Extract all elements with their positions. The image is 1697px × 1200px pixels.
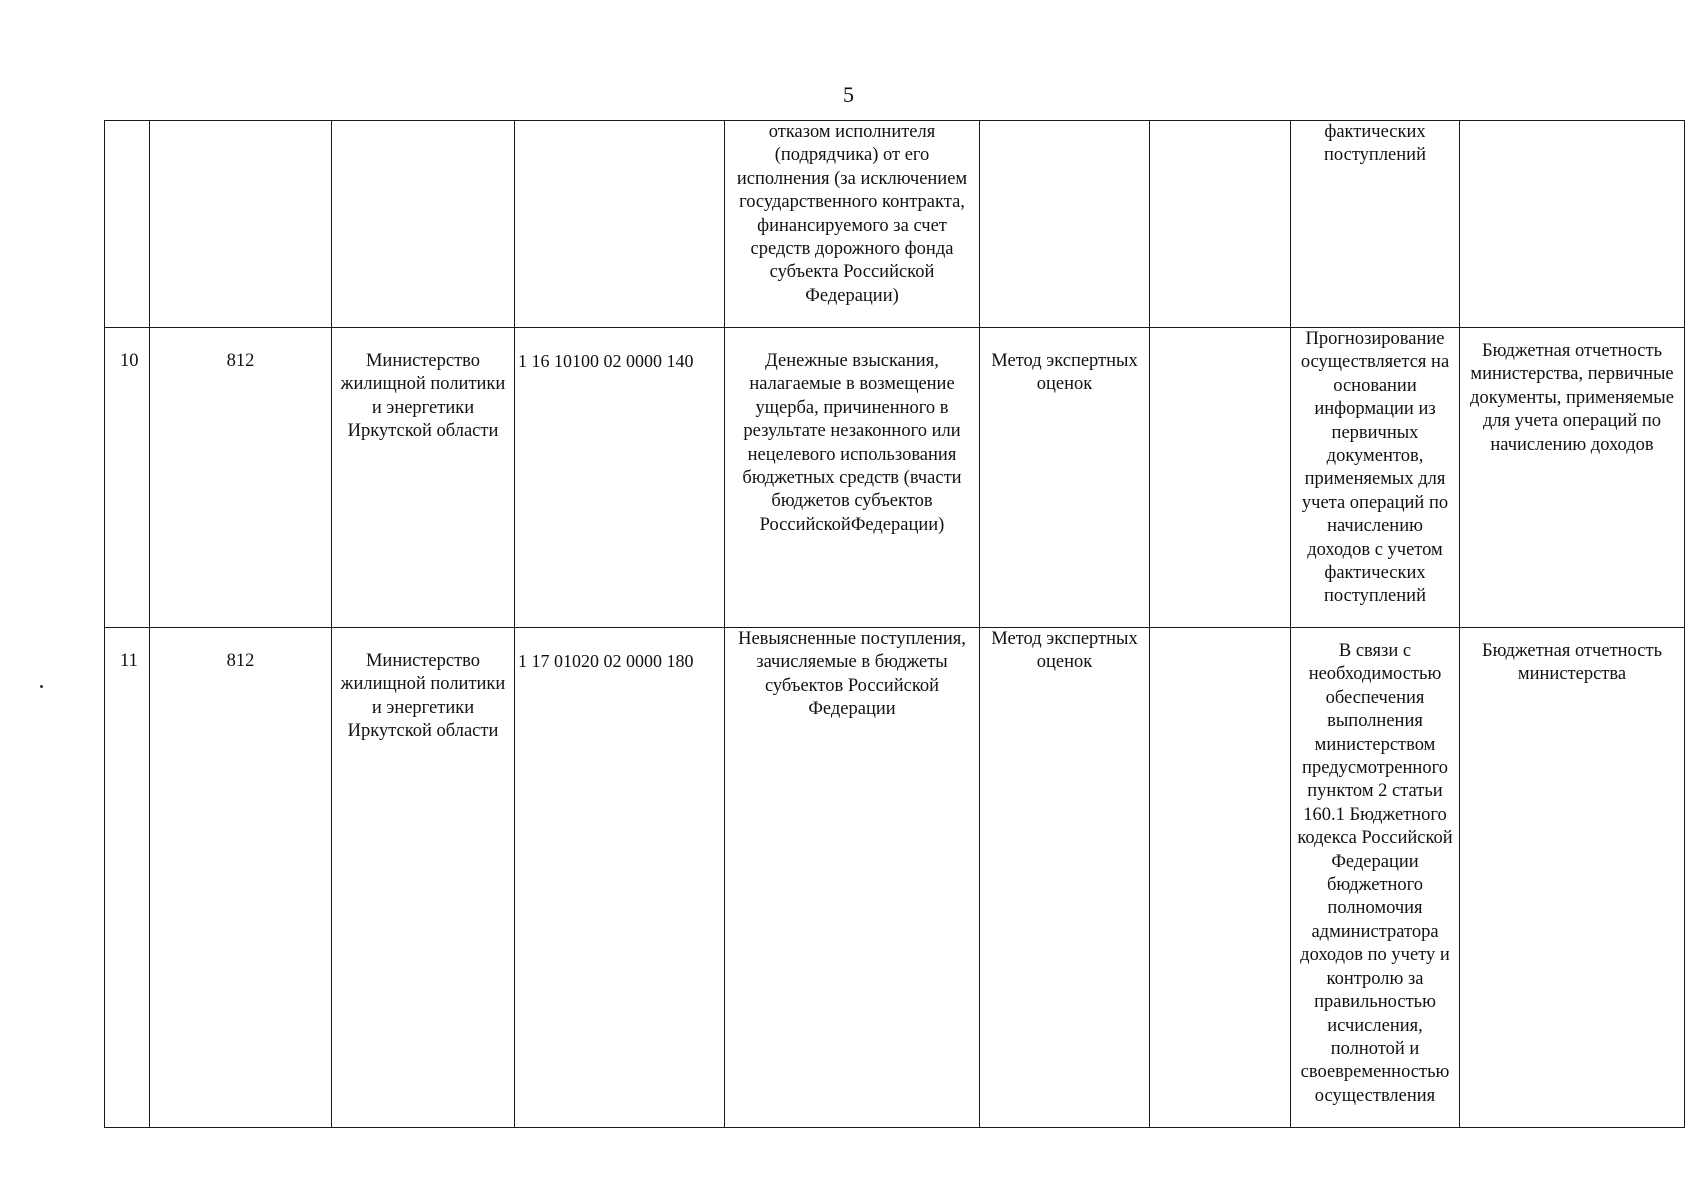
formula-cell bbox=[1150, 121, 1291, 328]
page-number: 5 bbox=[843, 82, 854, 107]
source-cell: Бюджетная отчетность министерства bbox=[1460, 628, 1685, 1128]
method-cell: Метод экспертных оценок bbox=[980, 328, 1150, 628]
table-row bbox=[105, 628, 1685, 1128]
formula-cell bbox=[1150, 328, 1291, 628]
organization-cell: Министерство жилищной политики и энергетики Иркутской области bbox=[332, 328, 515, 628]
basis-cell: Прогнозирование осуществляется на основании информации из первичных документов, применяемых для учета операций по начислению доходов с учетом фактических поступлений bbox=[1291, 328, 1460, 628]
revenue-forecast-table bbox=[104, 120, 1685, 1128]
row-number-cell: 11 bbox=[105, 628, 150, 1128]
admin-code-cell: 812 bbox=[150, 328, 332, 628]
formula-cell bbox=[1150, 628, 1291, 1128]
scan-speck bbox=[40, 685, 43, 688]
kbk-code-cell: 1 17 01020 02 0000 180 bbox=[515, 628, 725, 1128]
revenue-name-cell: Денежные взыскания, налагаемые в возмещение ущерба, причиненного в результате незаконного или нецелевого использования бюджетных средств (вчасти бюджетов субъектов РоссийскойФедерации) bbox=[725, 328, 980, 628]
row-number-cell bbox=[105, 121, 150, 328]
admin-code-cell: 812 bbox=[150, 628, 332, 1128]
kbk-code-cell bbox=[515, 121, 725, 328]
basis-cell: фактических поступлений bbox=[1291, 121, 1460, 328]
method-cell bbox=[980, 121, 1150, 328]
table-row bbox=[105, 121, 1685, 328]
revenue-name-cell: отказом исполнителя (подрядчика) от его исполнения (за исключением государственного контракта, финансируемого за счет средств дорожного фонда субъекта Российской Федерации) bbox=[725, 121, 980, 328]
source-cell: Бюджетная отчетность министерства, первичные документы, применяемые для учета операций по начислению доходов bbox=[1460, 328, 1685, 628]
source-cell bbox=[1460, 121, 1685, 328]
table-row bbox=[105, 328, 1685, 628]
admin-code-cell bbox=[150, 121, 332, 328]
organization-cell: Министерство жилищной политики и энергетики Иркутской области bbox=[332, 628, 515, 1128]
basis-cell: В связи с необходимостью обеспечения выполнения министерством предусмотренного пунктом 2 статьи 160.1 Бюджетного кодекса Российской Федерации бюджетного полномочия администратора доходов по учету и контролю за правильностью исчисления, полнотой и своевременностью осуществления bbox=[1291, 628, 1460, 1128]
method-cell: Метод экспертных оценок bbox=[980, 628, 1150, 1128]
organization-cell bbox=[332, 121, 515, 328]
kbk-code-cell: 1 16 10100 02 0000 140 bbox=[515, 328, 725, 628]
row-number-cell: 10 bbox=[105, 328, 150, 628]
revenue-name-cell: Невыясненные поступления, зачисляемые в бюджеты субъектов Российской Федерации bbox=[725, 628, 980, 1128]
